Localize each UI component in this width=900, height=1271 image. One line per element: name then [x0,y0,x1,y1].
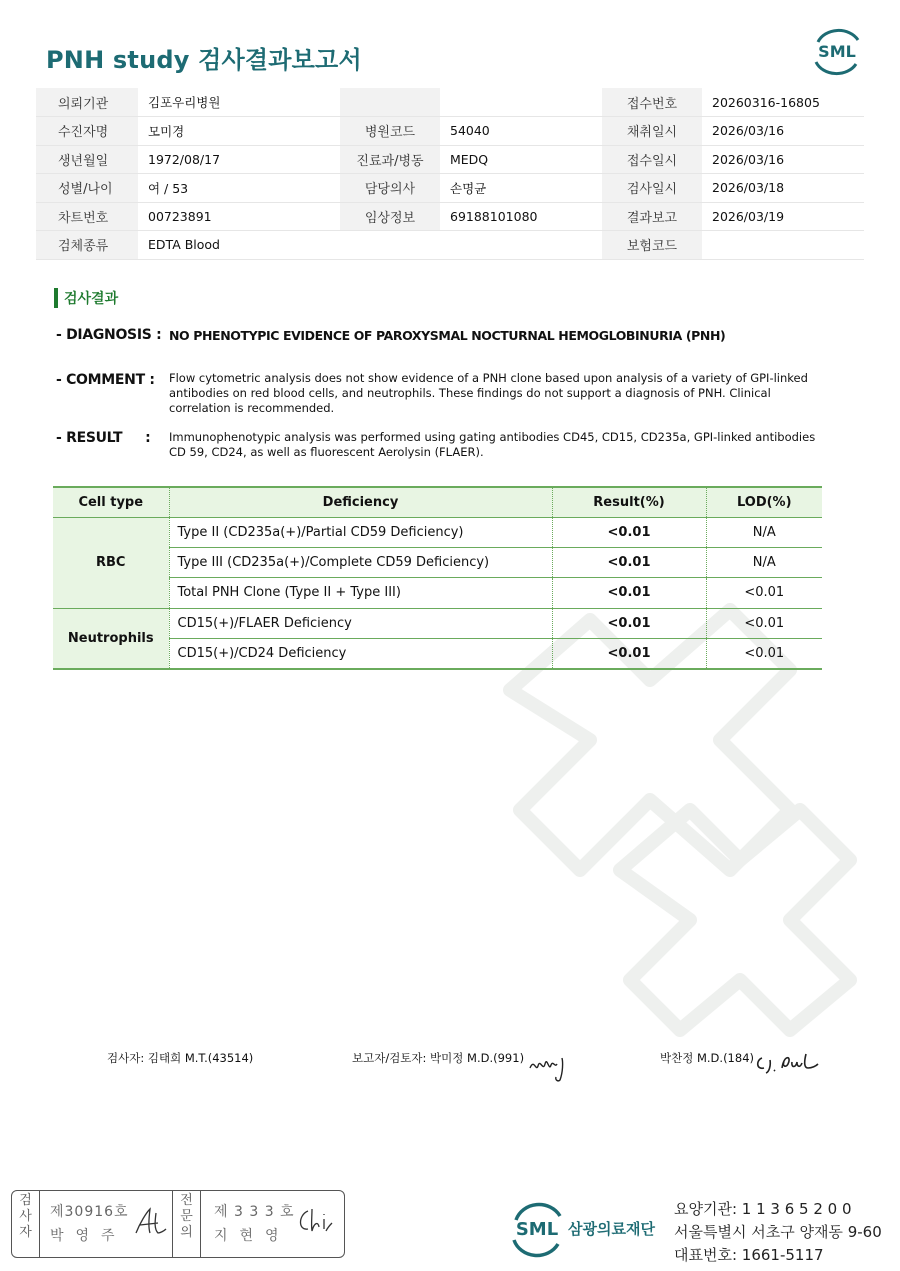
info-value: 손명균 [440,174,602,203]
info-row [36,231,864,260]
organization-phone: 대표번호: 1661-5117 [674,1246,824,1264]
info-label [340,88,440,117]
info-label: 임상정보 [340,202,440,231]
license-label-char: 의 [180,1225,193,1240]
info-value [702,231,864,260]
license-label-char: 자 [19,1225,32,1240]
info-value: 54040 [440,117,602,146]
license-label-examiner [12,1191,40,1257]
info-label: 생년월일 [36,145,138,174]
header-result: Result(%) [552,487,706,517]
header-deficiency: Deficiency [169,487,552,517]
table-row [53,547,822,577]
license-label-char: 전 [180,1193,193,1208]
info-row [36,202,864,231]
info-value: 2026/03/18 [702,174,864,203]
header-lod: LOD(%) [706,487,822,517]
patient-info-table [36,88,864,260]
info-label: 검사일시 [602,174,702,203]
deficiency-cell: Type III (CD235a(+)/Complete CD59 Deficiency) [169,547,552,577]
info-row [36,117,864,146]
section-title: 검사결과 [64,291,119,307]
info-value [340,231,440,260]
diagnosis-label: - DIAGNOSIS : [56,327,162,343]
info-value: 2026/03/19 [702,202,864,231]
institution-code: 요양기관: 1 1 3 6 5 2 0 0 [674,1200,852,1218]
info-label: 성별/나이 [36,174,138,203]
director-signature-icon [754,1050,820,1076]
license-label-specialist [173,1191,201,1257]
info-value [440,231,602,260]
header-cell-type: Cell type [53,487,169,517]
table-row [53,578,822,608]
info-value: 00723891 [138,202,340,231]
sml-footer-logo-icon [508,1200,566,1258]
report-title: PNH study 검사결과보고서 [46,46,362,74]
info-label: 진료과/병동 [340,145,440,174]
license-label-char: 사 [19,1209,32,1224]
license-number-examiner: 제30916호 [50,1204,129,1220]
comment-text: Flow cytometric analysis does not show evidence of a PNH clone based upon analysis of a variety of GPI-linked antibodies on red blood cells, and neutrophils. These findings do not support a diagnosis of PNH. Clinical correlation is recommended. [169,371,808,415]
deficiency-cell: Total PNH Clone (Type II + Type III) [169,578,552,608]
license-name-specialist: 지현영 [214,1228,291,1244]
info-value: EDTA Blood [138,231,340,260]
result-value: <0.01 [552,608,706,638]
info-label: 채취일시 [602,117,702,146]
info-value: 모미경 [138,117,340,146]
result-table [53,486,822,670]
license-label-char: 검 [19,1193,32,1208]
section-marker [54,288,58,308]
info-value: 20260316-16805 [702,88,864,117]
info-value: 2026/03/16 [702,145,864,174]
info-value: 69188101080 [440,202,602,231]
info-label: 수진자명 [36,117,138,146]
info-row [36,145,864,174]
specialist-stamp-signature-icon [294,1205,334,1237]
table-row [53,608,822,638]
lod-value: <0.01 [706,608,822,638]
lod-value: <0.01 [706,639,822,669]
lod-value: <0.01 [706,578,822,608]
reporter-signature-icon [528,1050,568,1084]
cell-type-rbc: RBC [53,517,169,608]
license-name-examiner: 박영주 [50,1228,127,1244]
deficiency-cell: CD15(+)/CD24 Deficiency [169,639,552,669]
examiner-stamp-signature-icon [132,1205,170,1237]
results-section-header [54,288,118,308]
cell-type-neutrophils: Neutrophils [53,608,169,669]
result-label: - RESULT : [56,430,151,446]
reporter-signature-label: 보고자/검토자: 박미정 M.D.(991) [352,1051,525,1065]
info-value: 2026/03/16 [702,117,864,146]
result-value: <0.01 [552,547,706,577]
result-value: <0.01 [552,517,706,547]
info-row [36,174,864,203]
table-row [53,639,822,669]
info-value: 1972/08/17 [138,145,340,174]
deficiency-cell: CD15(+)/FLAER Deficiency [169,608,552,638]
info-label: 담당의사 [340,174,440,203]
result-value: <0.01 [552,578,706,608]
info-value: MEDQ [440,145,602,174]
deficiency-cell: Type II (CD235a(+)/Partial CD59 Deficiency) [169,517,552,547]
info-value [440,88,602,117]
lod-value: N/A [706,517,822,547]
license-number-specialist: 제 3 3 3 호 [214,1204,295,1220]
comment-label: - COMMENT : [56,372,155,388]
info-label: 보험코드 [602,231,702,260]
info-label: 결과보고 [602,202,702,231]
svg-text:SML: SML [818,42,856,61]
result-value: <0.01 [552,639,706,669]
organization-address: 서울특별시 서초구 양재동 9-60 [674,1223,882,1241]
info-label: 검체종류 [36,231,138,260]
info-label: 병원코드 [340,117,440,146]
examiner-signature-label: 검사자: 김태희 M.T.(43514) [107,1051,254,1065]
svg-text:SML: SML [515,1219,559,1240]
lod-value: N/A [706,547,822,577]
info-label: 차트번호 [36,202,138,231]
sml-logo-icon [808,28,866,76]
director-signature-label: 박찬정 M.D.(184) [660,1051,754,1065]
license-box [11,1190,345,1258]
result-header-row [53,487,822,517]
info-label: 접수일시 [602,145,702,174]
table-row [53,517,822,547]
info-value: 김포우리병원 [138,88,340,117]
info-label: 접수번호 [602,88,702,117]
license-label-char: 문 [180,1209,193,1224]
diagnosis-text: NO PHENOTYPIC EVIDENCE OF PAROXYSMAL NOCTURNAL HEMOGLOBINURIA (PNH) [169,328,726,343]
info-row [36,88,864,117]
organization-name: 삼광의료재단 [568,1220,655,1238]
info-label: 의뢰기관 [36,88,138,117]
info-value: 여 / 53 [138,174,340,203]
result-text: Immunophenotypic analysis was performed using gating antibodies CD45, CD15, CD235a, GPI-linked antibodies CD 59, CD24, as well as fluorescent Aerolysin (FLAER). [169,430,816,459]
